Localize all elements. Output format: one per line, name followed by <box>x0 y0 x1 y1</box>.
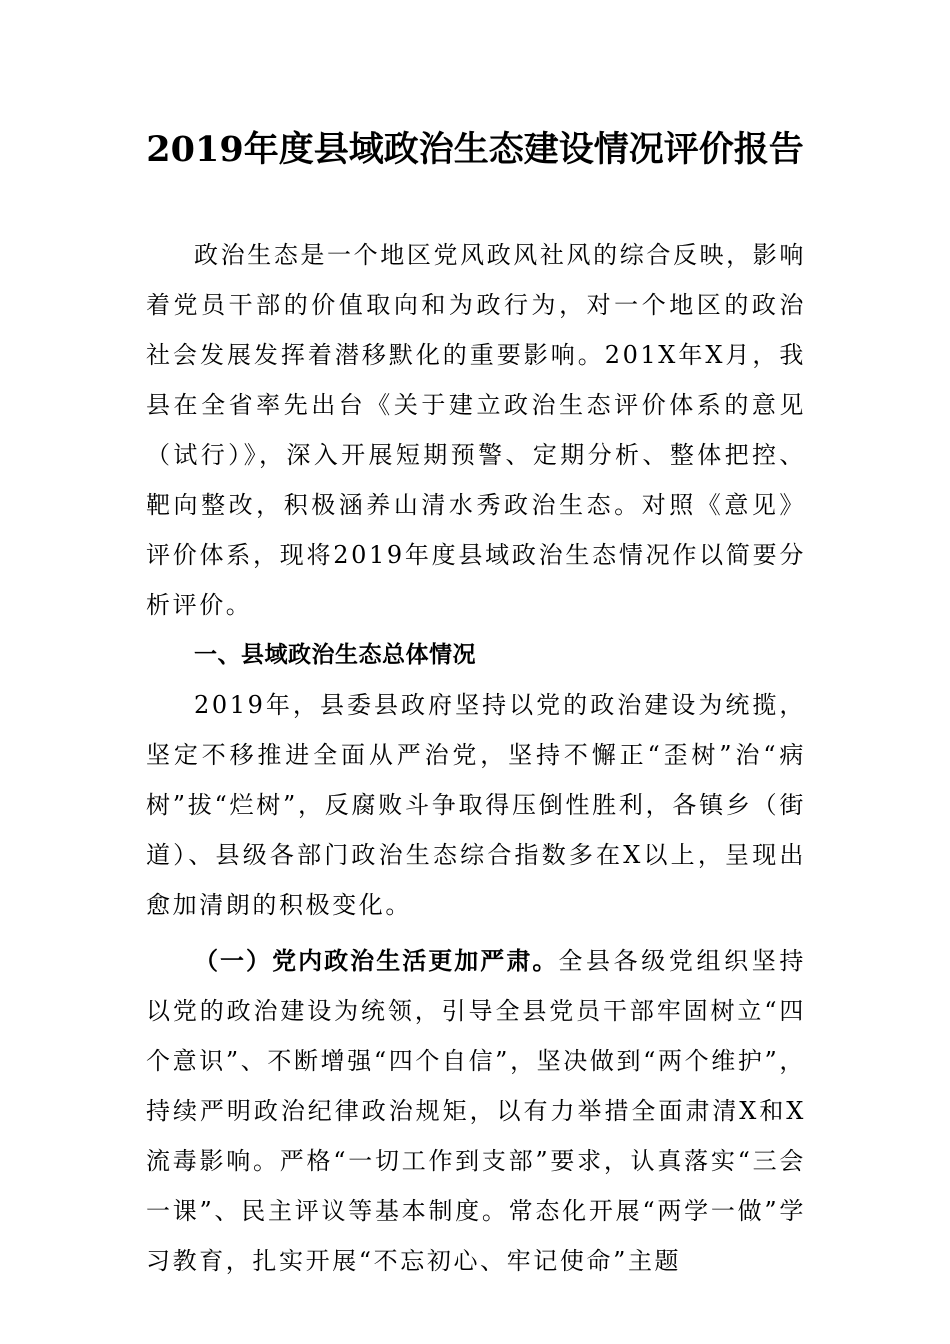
subsection-text: 全县各级党组织坚持以党的政治建设为统领，引导全县党员干部牢固树立“四个意识”、不断增强“四个自信”，坚决做到“两个维护”，持续严明政治纪律政治规矩，以有力举措全面肃清X和X流毒影响。严格“一切工作到支部”要求，认真落实“三会一课”、民主评议等基本制度。常态化开展“两学一做”学习教育，扎实开展“不忘初心、牢记使命”主题 <box>146 947 807 1275</box>
document-body <box>146 230 806 1286</box>
subsection-lead: （一）党内政治生活更加严肃。 <box>194 947 559 975</box>
intro-paragraph: 政治生态是一个地区党风政风社风的综合反映，影响着党员干部的价值取向和为政行为，对一个地区的政治社会发展发挥着潜移默化的重要影响。201X年X月，我县在全省率先出台《关于建立政治生态评价体系的意见（试行）》，深入开展短期预警、定期分析、整体把控、靶向整改，积极涵养山清水秀政治生态。对照《意见》评价体系，现将2019年度县域政治生态情况作以简要分析评价。 <box>146 241 806 619</box>
document-title: 2019年度县域政治生态建设情况评价报告 <box>146 129 804 170</box>
section-heading: 一、县域政治生态总体情况 <box>194 642 476 668</box>
subsection-paragraph <box>146 936 806 1286</box>
section-paragraph: 2019年，县委县政府坚持以党的政治建设为统揽，坚定不移推进全面从严治党，坚持不懈正“歪树”治“病树”拔“烂树”，反腐败斗争取得压倒性胜利，各镇乡（街道）、县级各部门政治生态综合指数多在X以上，呈现出愈加清朗的积极变化。 <box>146 691 806 919</box>
